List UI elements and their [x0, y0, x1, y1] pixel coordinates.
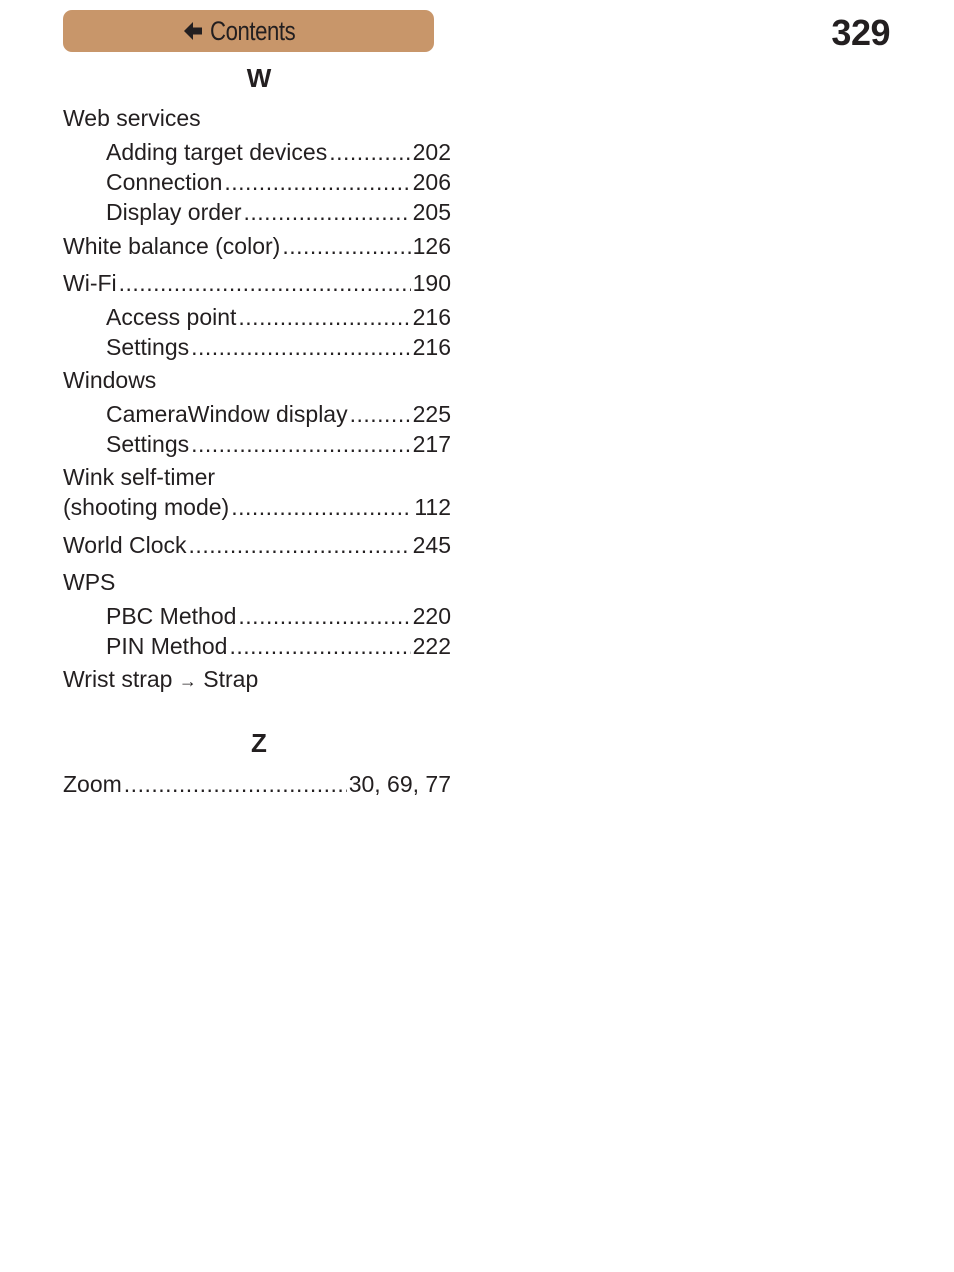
index-term: PBC Method: [106, 603, 237, 629]
index-entry-wink-self-timer: Wink self-timer: [63, 464, 216, 490]
index-entry-wink-shooting-mode: [63, 493, 451, 521]
index-entry-world-clock: [63, 531, 451, 559]
section-letter-w: W: [246, 63, 272, 93]
index-page-link[interactable]: 30, 69, 77: [348, 771, 451, 797]
index-entry-web-services: Web services: [63, 105, 201, 131]
page-number: 329: [831, 12, 890, 53]
index-term: PIN Method: [106, 633, 228, 659]
dot-leader: [231, 493, 412, 521]
dot-leader: [189, 531, 411, 559]
index-entry-camerawindow-display: [106, 400, 451, 428]
index-term: Access point: [106, 304, 237, 330]
index-term: CameraWindow display: [106, 401, 348, 427]
index-page-link[interactable]: 225: [412, 401, 451, 427]
index-entry-white-balance: [63, 232, 451, 260]
index-entry-adding-target-devices: [106, 138, 451, 166]
cross-reference-link[interactable]: Strap: [203, 666, 259, 692]
index-entry-pbc-method: [106, 602, 451, 630]
dot-leader: [124, 770, 347, 798]
dot-leader: [119, 269, 411, 297]
index-entry-display-order: [106, 198, 451, 226]
index-term: Settings: [106, 334, 190, 360]
dot-leader: [229, 632, 410, 660]
dot-leader: [191, 333, 411, 361]
index-term: White balance (color): [63, 233, 281, 259]
section-letter-z: Z: [251, 728, 267, 758]
index-term: Settings: [106, 431, 190, 457]
dot-leader: [350, 400, 411, 428]
index-entry-wps: WPS: [63, 569, 116, 595]
dot-leader: [244, 198, 411, 226]
index-term: Adding target devices: [106, 139, 328, 165]
contents-button-label: Contents: [210, 15, 296, 46]
index-entry-windows-settings: [106, 430, 451, 458]
index-term: Wi-Fi: [63, 270, 117, 296]
dot-leader: [238, 303, 410, 331]
index-entry-zoom: [63, 770, 451, 798]
index-term: Connection: [106, 169, 223, 195]
arrow-right-icon: →: [178, 671, 197, 691]
dot-leader: [224, 168, 410, 196]
index-entry-connection: [106, 168, 451, 196]
index-page-link[interactable]: 245: [412, 532, 451, 558]
index-page-link[interactable]: 217: [412, 431, 451, 457]
dot-leader: [238, 602, 410, 630]
index-entry-wifi: [63, 269, 451, 297]
index-term: Zoom: [63, 771, 122, 797]
index-page-link[interactable]: 205: [412, 199, 451, 225]
index-page-link[interactable]: 202: [412, 139, 451, 165]
dot-leader: [282, 232, 410, 260]
index-entry-wrist-strap: [63, 665, 258, 695]
index-term: World Clock: [63, 532, 187, 558]
dot-leader: [191, 430, 411, 458]
index-page-link[interactable]: 222: [412, 633, 451, 659]
index-page-link[interactable]: 126: [412, 233, 451, 259]
index-term: Wrist strap: [63, 666, 173, 692]
index-page-link[interactable]: 190: [412, 270, 451, 296]
index-entry-windows: Windows: [63, 367, 157, 393]
dot-leader: [329, 138, 410, 166]
index-page-link[interactable]: 206: [412, 169, 451, 195]
index-entry-wifi-settings: [106, 333, 451, 361]
index-entry-pin-method: [106, 632, 451, 660]
index-page-link[interactable]: 216: [412, 334, 451, 360]
index-term: Display order: [106, 199, 242, 225]
contents-button[interactable]: [63, 10, 434, 52]
arrow-left-icon: [182, 20, 204, 42]
index-page-link[interactable]: 216: [412, 304, 451, 330]
index-page-link[interactable]: 220: [412, 603, 451, 629]
index-page-link[interactable]: 112: [414, 494, 451, 520]
index-term: (shooting mode): [63, 494, 230, 520]
index-entry-access-point: [106, 303, 451, 331]
